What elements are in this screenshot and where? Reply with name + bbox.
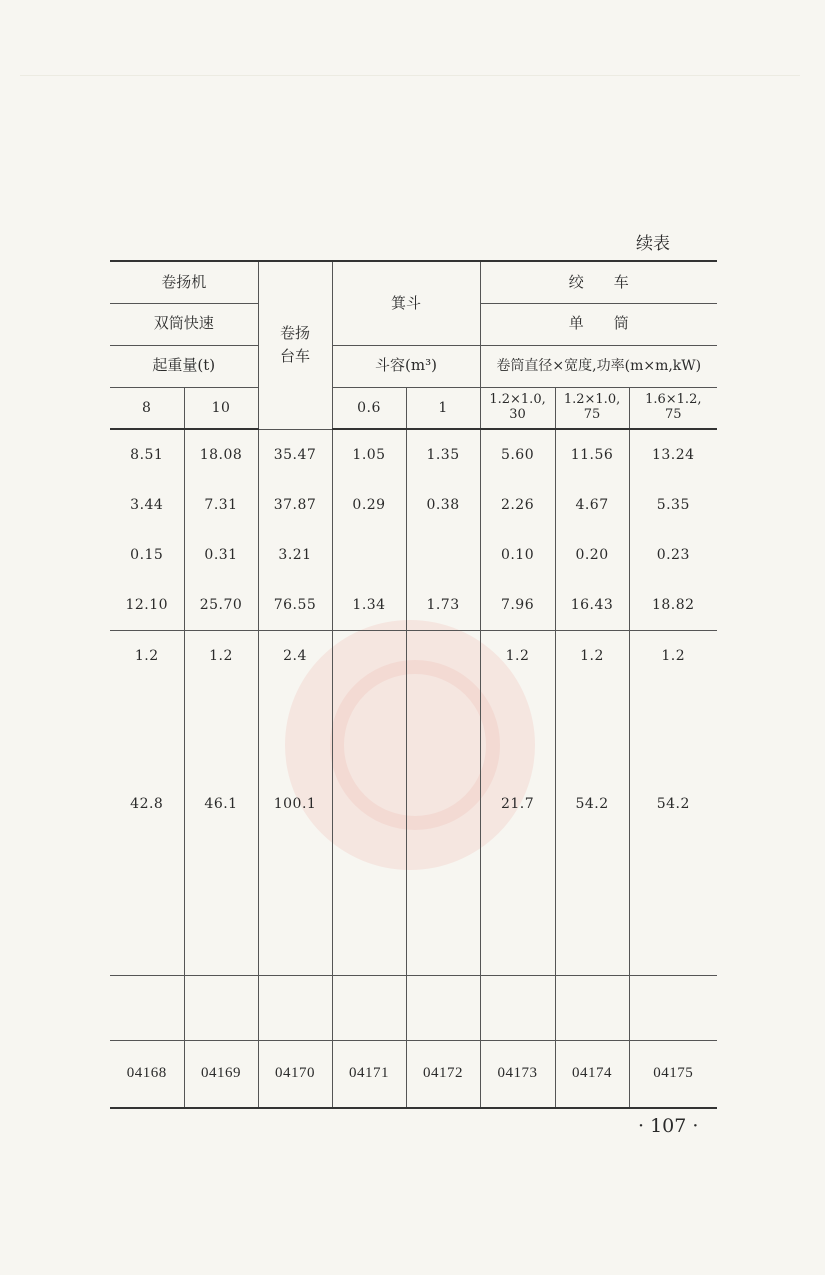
table-cell: 5.60 <box>500 447 535 463</box>
table-cell: 0.20 <box>575 547 609 563</box>
table-cell: 1.2 <box>580 648 604 664</box>
machinery-table <box>110 260 717 1109</box>
block1-col-4 <box>332 429 406 631</box>
table-cell: 35.47 <box>273 446 317 463</box>
page-top-rule <box>20 75 800 76</box>
table-cell: 1.2 <box>209 648 233 664</box>
header-skip: 箕斗 <box>332 261 480 345</box>
block1-col-7 <box>555 429 629 631</box>
table-cell: 1.73 <box>426 597 460 613</box>
code-cell: 04169 <box>184 1041 258 1108</box>
table-cell: 1.35 <box>426 447 460 463</box>
table-cell <box>407 530 480 580</box>
table-cell: 1.34 <box>352 597 386 613</box>
header-hoist-trolley <box>258 261 332 429</box>
table-cell: 1.05 <box>352 447 386 463</box>
empty-cell <box>332 976 406 1041</box>
table-cell: 11.56 <box>570 447 614 463</box>
table-cell: 7.31 <box>204 497 238 513</box>
code-cell: 04170 <box>258 1041 332 1108</box>
code-cell: 04171 <box>332 1041 406 1108</box>
table-cell: 0.29 <box>352 497 386 513</box>
code-cell: 04172 <box>406 1041 480 1108</box>
block1-col-5 <box>406 429 480 631</box>
table-cell: 13.24 <box>651 447 695 463</box>
table-cell: 25.70 <box>199 597 243 613</box>
table-cell: 1.2 <box>661 648 686 664</box>
table-cell: 54.2 <box>575 796 609 812</box>
empty-cell <box>184 976 258 1041</box>
empty-cell <box>258 976 332 1041</box>
empty-cell <box>555 976 629 1041</box>
table-cell <box>407 631 480 681</box>
table-cell: 21.7 <box>500 796 535 812</box>
header-double-drum-fast: 双筒快速 <box>110 303 258 345</box>
table-cell: 5.35 <box>656 497 690 513</box>
block2-col-3 <box>258 631 332 976</box>
subheader-8t: 8 <box>110 387 184 429</box>
header-winch: 绞 车 <box>480 261 717 303</box>
block1-col-3 <box>258 429 332 631</box>
table-cell <box>333 779 406 829</box>
table-cell: 0.15 <box>130 547 164 563</box>
table-cell: 4.67 <box>575 497 609 513</box>
table-cell: 0.38 <box>426 497 460 513</box>
table-cell: 8.51 <box>130 447 164 463</box>
table-cell: 1.2 <box>505 648 530 664</box>
table-cell: 0.10 <box>500 547 535 563</box>
empty-cell <box>629 976 717 1041</box>
block1-col-2 <box>184 429 258 631</box>
block2-col-1 <box>110 631 184 976</box>
subheader-0.6m3: 0.6 <box>332 387 406 429</box>
table-cell: 18.08 <box>199 447 243 463</box>
block1-col-6 <box>480 429 555 631</box>
table-cell: 3.44 <box>130 497 164 513</box>
table-cell: 12.10 <box>125 597 169 613</box>
table-cell: 37.87 <box>273 496 317 513</box>
subheader-winch-2: 1.2×1.0, 75 <box>555 387 629 429</box>
subheader-1m3: 1 <box>406 387 480 429</box>
table-cell: 46.1 <box>204 796 238 812</box>
code-cell: 04168 <box>110 1041 184 1108</box>
block2-col-5 <box>406 631 480 976</box>
table-cell: 42.8 <box>130 796 164 812</box>
code-cell: 04173 <box>480 1041 555 1108</box>
table-cell: 54.2 <box>656 796 690 812</box>
empty-cell <box>406 976 480 1041</box>
table-cell <box>407 779 480 829</box>
code-cell: 04175 <box>629 1041 717 1108</box>
block2-col-8 <box>629 631 717 976</box>
header-single-drum: 单 筒 <box>480 303 717 345</box>
subheader-winch-1: 1.2×1.0, 30 <box>480 387 555 429</box>
subheader-winch-3: 1.6×1.2, 75 <box>629 387 717 429</box>
code-cell: 04174 <box>555 1041 629 1108</box>
table-cell: 1.2 <box>134 648 159 664</box>
header-hoist-trolley-line1: 卷扬 <box>280 324 311 342</box>
block2-col-7 <box>555 631 629 976</box>
block2-col-4 <box>332 631 406 976</box>
block2-col-2 <box>184 631 258 976</box>
header-bucket-volume: 斗容(m³) <box>332 345 480 387</box>
table-cell <box>333 631 406 681</box>
table-cell: 7.96 <box>500 597 535 613</box>
header-drum-spec: 卷筒直径×宽度,功率(m×m,kW) <box>480 345 717 387</box>
table-cell: 0.23 <box>656 547 690 563</box>
subheader-10t: 10 <box>184 387 258 429</box>
block1-col-1 <box>110 429 184 631</box>
page-number: · 107 · <box>638 1115 699 1137</box>
table-cell: 76.55 <box>273 596 317 613</box>
header-hoist-trolley-line2: 台车 <box>280 347 311 366</box>
table-cell: 0.31 <box>204 547 238 563</box>
table-cell: 2.4 <box>283 648 307 664</box>
header-hoist: 卷扬机 <box>110 261 258 303</box>
table-cell: 3.21 <box>278 546 312 563</box>
table-cell: 2.26 <box>500 497 535 513</box>
empty-cell <box>110 976 184 1041</box>
continued-label: 续表 <box>636 234 670 254</box>
empty-cell <box>480 976 555 1041</box>
block1-col-8 <box>629 429 717 631</box>
table-cell: 16.43 <box>570 597 614 613</box>
header-lifting-capacity: 起重量(t) <box>110 345 258 387</box>
table-cell: 18.82 <box>651 597 695 613</box>
table-cell <box>333 530 406 580</box>
table-cell: 100.1 <box>273 796 317 812</box>
block2-col-6 <box>480 631 555 976</box>
